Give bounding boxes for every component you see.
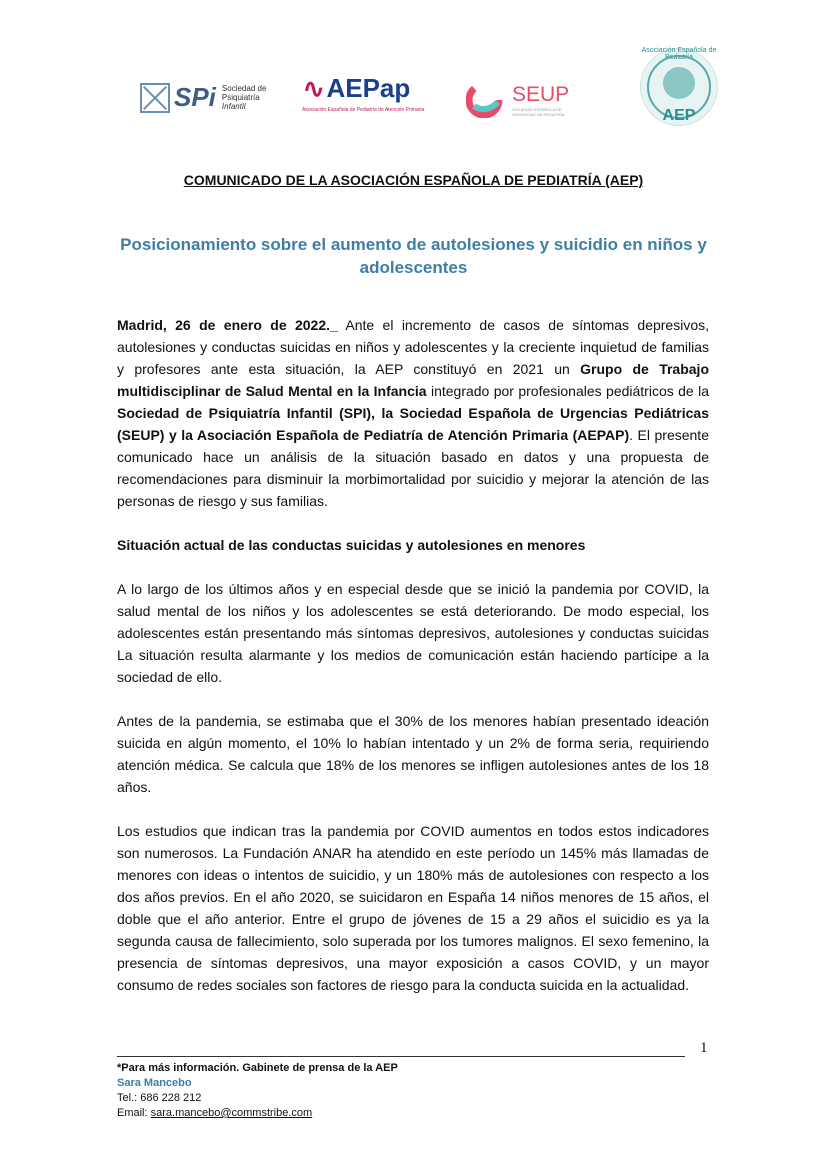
intro-bold-text: Sociedad de Psiquiatría Infantil (SPI), la Sociedad Española de Urgencias Pediátricas (SEUP) y la Asociación Española de Pediatría de Atención Primaria (AEPAP) bbox=[117, 405, 709, 443]
footer-divider bbox=[117, 1056, 685, 1057]
spi-mark-icon bbox=[140, 83, 170, 113]
contact-email-link[interactable]: sara.mancebo@commstribe.com bbox=[150, 1107, 313, 1119]
document-body bbox=[117, 314, 709, 1018]
contact-phone: Tel.: 686 228 212 bbox=[117, 1092, 202, 1104]
intro-paragraph bbox=[117, 314, 709, 512]
email-label: Email: bbox=[117, 1107, 151, 1119]
body-paragraph: Los estudios que indican tras la pandemia por COVID aumentos en todos estos indicadores son numerosos. La Fundación ANAR ha atendido en este período un 145% más llamadas de menores con ideas o intentos de suicidio, y un 180% más de autolesiones con respecto a los dos años previos. En el año 2020, se suicidaron en España 14 niños menores de 15 años, el doble que el año anterior. Entre el grupo de jóvenes de 15 a 29 años el suicidio es ya la segunda causa de fallecimiento, solo superada por los tumores malignos. El sexo femenino, la presencia de síntomas depresivos, una mayor exposición a casos COVID, y un mayor consumo de redes sociales son factores de riesgo para la conducta suicida en la actualidad. bbox=[117, 823, 709, 993]
intro-bold-text: Grupo de Trabajo multidisciplinar de Salud Mental en la Infancia bbox=[117, 361, 709, 399]
seup-logo-name: SEUP bbox=[512, 83, 570, 106]
spi-sub-line: Sociedad de bbox=[221, 84, 267, 93]
seup-mark-icon bbox=[466, 82, 506, 118]
body-paragraph: Antes de la pandemia, se estimaba que el 30% de los menores habían presentado ideación suicida en algún momento, el 10% lo habían intentado y un 2% de forma seria, requiriendo atención médica. Se calcula que 18% de los menores se infligen autolesiones antes de los 18 años. bbox=[117, 713, 709, 795]
intro-text: . El presente comunicado hace un análisis de la situación basado en datos y una propuesta de recomendaciones para disminuir la morbimortalidad por suicidio y mejorar la atención de las personas de riesgo y sus familias. bbox=[117, 427, 709, 509]
aepap-logo-subtitle: Asociación Española de Pediatría de Atención Primaria bbox=[302, 107, 425, 113]
intro-text: Ante el incremento de casos de síntomas depresivos, autolesiones y conductas suicidas en niños y adolescentes y la creciente inquietud de familias y profesores ante esta situación, la AEP constituyó en 2021 un bbox=[117, 317, 710, 377]
spi-logo-name: SPi bbox=[174, 82, 216, 112]
aep-logo-name: AEP bbox=[662, 107, 696, 124]
aepap-logo-name: AEPap bbox=[326, 73, 411, 103]
aep-logo bbox=[640, 48, 718, 126]
logo-bar bbox=[0, 47, 826, 150]
section-heading: Situación actual de las conductas suicidas y autolesiones en menores bbox=[117, 537, 586, 553]
spi-sub-line: Infantil bbox=[221, 102, 246, 111]
dateline: Madrid, 26 de enero de 2022._ bbox=[117, 317, 338, 333]
aep-children-icon bbox=[663, 67, 695, 99]
spi-sub-line: Psiquiatría bbox=[221, 93, 260, 102]
spi-logo bbox=[140, 82, 266, 113]
aep-logo-arc-text: Asociación Española de Pediatría bbox=[641, 47, 717, 61]
page-number: 1 bbox=[700, 1040, 708, 1056]
aepap-logo-title bbox=[302, 72, 424, 105]
aepap-figure-icon: ∿ bbox=[302, 73, 326, 104]
seup-logo-subtitle: SOCIEDAD ESPAÑOLA DE URGENCIAS DE PEDIATRÍA bbox=[512, 107, 565, 117]
spi-logo-subtitle bbox=[222, 84, 266, 111]
body-paragraph: A lo largo de los últimos años y en especial desde que se inició la pandemia por COVID, la salud mental de los niños y los adolescentes se está deteriorando. De modo especial, los adolescentes están presentando más síntomas depresivos, autolesiones y conductas suicidas La situación resulta alarmante y los medios de comunicación están haciendo partícipe a la sociedad de ello. bbox=[117, 581, 709, 685]
footer-title: *Para más información. Gabinete de prensa de la AEP bbox=[117, 1062, 398, 1074]
aepap-logo bbox=[302, 72, 424, 113]
page-heading: COMUNICADO DE LA ASOCIACIÓN ESPAÑOLA DE PEDIATRÍA (AEP) bbox=[183, 172, 644, 188]
contact-email-line bbox=[117, 1106, 398, 1121]
press-contact-footer bbox=[117, 1061, 398, 1121]
intro-text: integrado por profesionales pediátricos de la bbox=[426, 383, 710, 399]
page-subtitle: Posicionamiento sobre el aumento de autolesiones y suicidio en niños y adolescentes bbox=[120, 235, 707, 277]
seup-logo-text-group bbox=[506, 83, 582, 117]
contact-name: Sara Mancebo bbox=[117, 1077, 192, 1089]
seup-logo bbox=[466, 82, 582, 118]
